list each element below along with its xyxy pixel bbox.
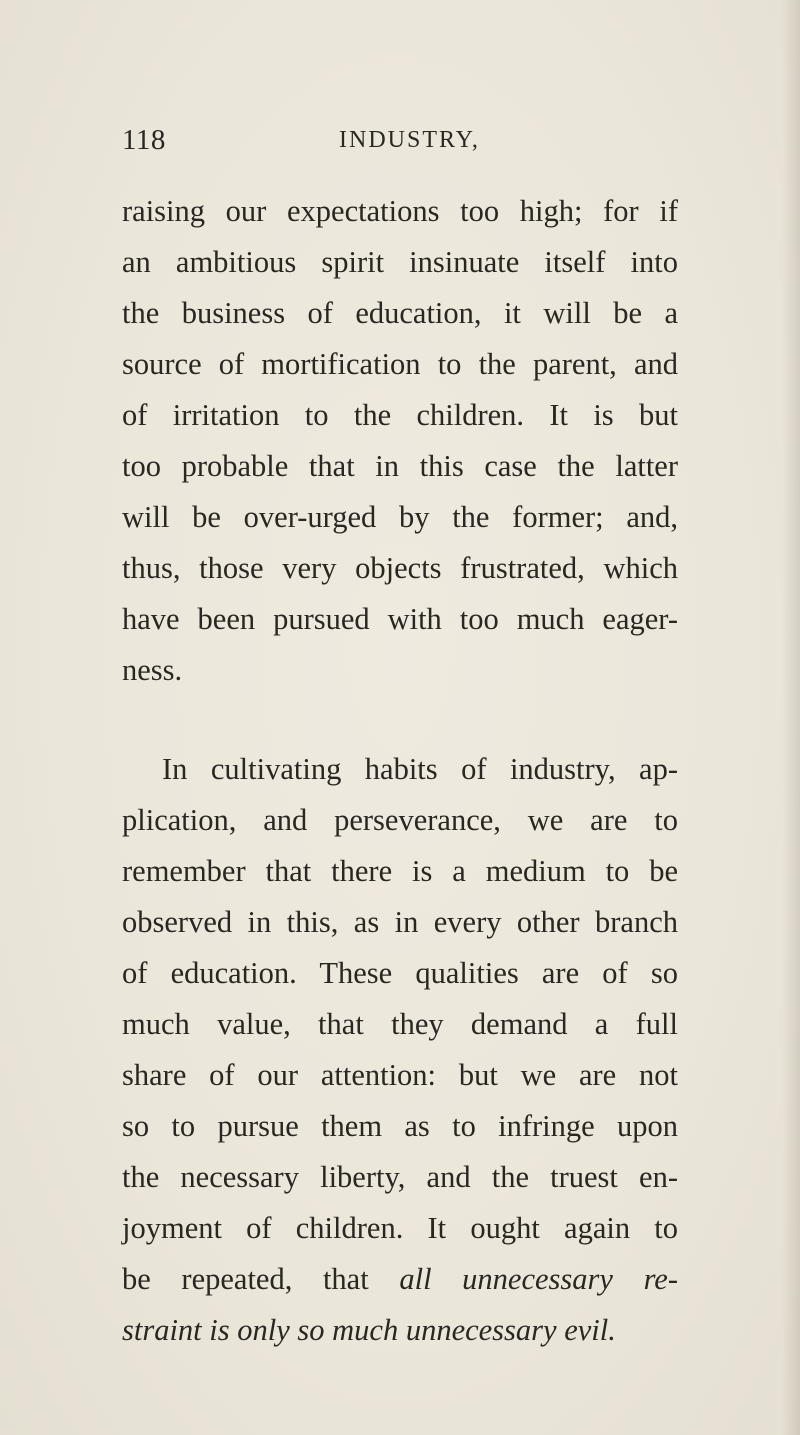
text-line: thus, those very objects frustrated, which [122, 551, 678, 585]
text-italic: all unnecessary re- [399, 1262, 678, 1296]
text-line: share of our attention: but we are not [122, 1058, 678, 1092]
page-edge-shadow [782, 0, 800, 1435]
text-line: too probable that in this case the latter [122, 449, 678, 483]
running-head [122, 124, 682, 164]
text-line: will be over-urged by the former; and, [122, 500, 678, 534]
text-line: have been pursued with too much eager- [122, 602, 678, 636]
text-line: In cultivating habits of industry, ap- [162, 752, 678, 786]
paragraph-1 [122, 186, 678, 696]
text-line: so to pursue them as to infringe upon [122, 1109, 678, 1143]
text-plain: be repeated, that [122, 1262, 400, 1296]
text-line: raising our expectations too high; for if [122, 194, 678, 228]
text-line: of education. These qualities are of so [122, 956, 678, 990]
text-line: ness. [122, 653, 183, 687]
paragraph-gap [122, 696, 678, 744]
text-line: the necessary liberty, and the truest en- [122, 1160, 678, 1194]
text-line [122, 1254, 678, 1305]
text-line: remember that there is a medium to be [122, 854, 678, 888]
text-line: the business of education, it will be a [122, 296, 678, 330]
text-line: much value, that they demand a full [122, 1007, 678, 1041]
text-line-italic: straint is only so much unnecessary evil. [122, 1313, 616, 1347]
running-title: INDUSTRY, [339, 127, 480, 153]
text-line: joyment of children. It ought again to [122, 1211, 678, 1245]
text-line: plication, and perseverance, we are to [122, 803, 678, 837]
paragraph-2 [122, 744, 678, 1356]
text-line: observed in this, as in every other branch [122, 905, 678, 939]
body-text [122, 186, 678, 1356]
page-number: 118 [122, 124, 166, 156]
text-line: of irritation to the children. It is but [122, 398, 678, 432]
text-line: source of mortification to the parent, and [122, 347, 678, 381]
text-line: an ambitious spirit insinuate itself into [122, 245, 678, 279]
